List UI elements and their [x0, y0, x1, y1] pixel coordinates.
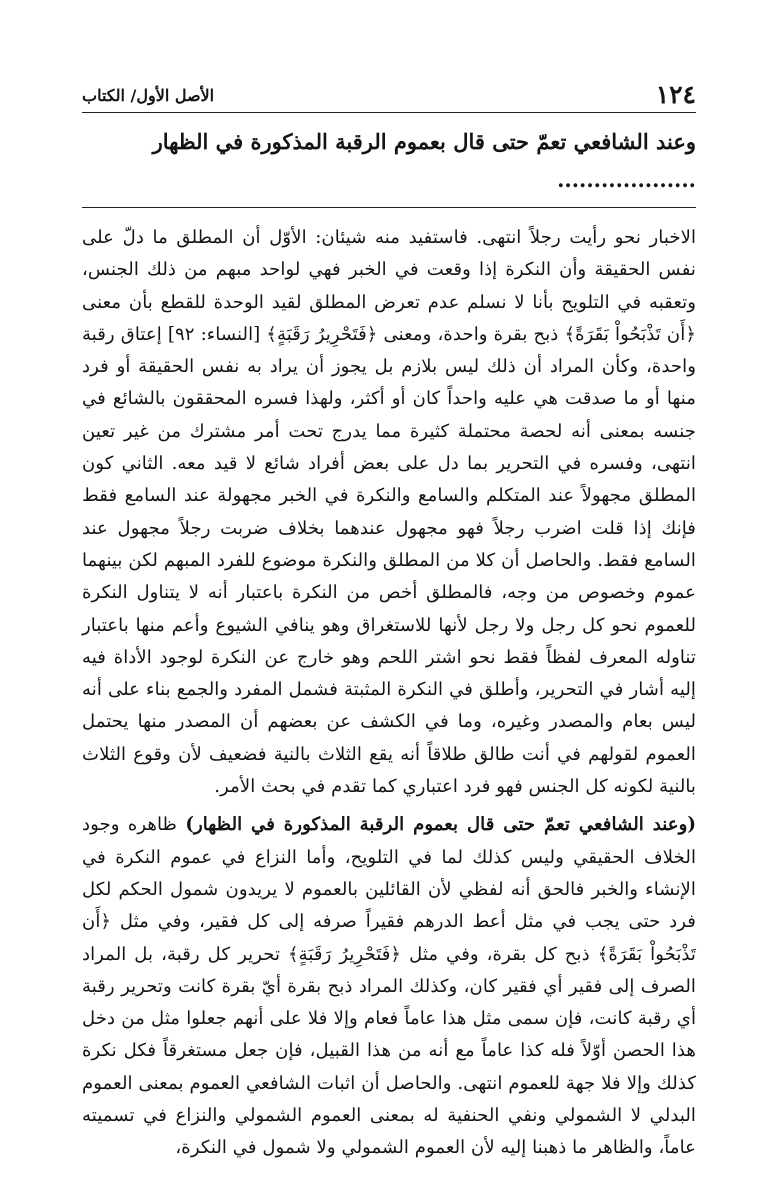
- commentary-text: ظاهره وجود الخلاف الحقيقي وليس كذلك لما في التلويح، وأما النزاع في عموم النكرة في الإنشاء والخبر فالحق أنه لفظي لأن القائلين بالعموم لا يريدون شمول الحكم لكل فرد حتى يجب في مثل أعط الدرهم فقيراً صرفه إلى كل فقير، وفي مثل ﴿أَن تَذْبَحُواْ بَقَرَةً﴾ ذبح كل بقرة، وفي مثل ﴿فَتَحْرِيرُ رَقَبَةٍ﴾ تحرير كل رقبة، بل المراد الصرف إلى فقير أي فقير كان، وكذلك المراد ذبح بقرة أيّ بقرة كانت وتحرير رقبة أي رقبة كانت، فإن سمى مثل هذا عاماً فعام وإلا فلا على أنهم جعلوا مثل من دخل هذا الحصن أوّلاً فله كذا عاماً مع أنه من هذا القبيل، فإن جعل مستغرقاً فكل نكرة كذلك وإلا فلا جهة للعموم انتهى. والحاصل أن اثبات الشافعي العموم بمعنى العموم البدلي لا الشمولي ونفي الحنفية له بمعنى العموم الشمولي والنزاع في تسميته عاماً، والظاهر ما ذهبنا إليه لأن العموم الشمولي ولا شمول في النكرة،: [82, 814, 696, 1159]
- running-title: الأصل الأول/ الكتاب: [82, 86, 215, 105]
- page-number: ١٢٤: [655, 80, 696, 109]
- quoted-passage: وعند الشافعي تعمّ حتى قال بعموم الرقبة المذكورة في الظهار ...................: [82, 123, 696, 208]
- paragraph: الاخبار نحو رأيت رجلاً انتهى. فاستفيد منه شيئان: الأوّل أن المطلق ما دلّ على نفس الحقيقة وأن النكرة إذا وقعت في الخبر فهي لواحد مبهم من ذلك الجنس، وتعقبه في التلويح بأنا لا نسلم عدم تعرض المطلق لقيد الوحدة للقطع بأن معنى ﴿أَن تَذْبَحُواْ بَقَرَةً﴾ ذبح بقرة واحدة، ومعنى ﴿فَتَحْرِيرُ رَقَبَةٍ﴾ [النساء: ٩٢] إعتاق رقبة واحدة، وكأن المراد أن ذلك ليس بلازم بل يجوز أن يراد به نفس الحقيقة أو فرد منها أو ما صدقت هي عليه واحداً كان أو أكثر، ولهذا فسره المحققون بالشائع في جنسه بمعنى أنه لحصة محتملة كثيرة مما يدرج تحت أمر مشترك من غير تعين انتهى، وفسره في التحرير بما دل على بعض أفراد شائع لا قيد معه. الثاني كون المطلق مجهولاً عند المتكلم والسامع والنكرة في الخبر مجهولة عند السامع فقط فإنك إذا قلت اضرب رجلاً فهو مجهول عندهما بخلاف ضربت رجلاً مجهول عند السامع فقط. والحاصل أن كلا من المطلق والنكرة موضوع للفرد المبهم لكن بينهما عموم وخصوص من وجه، فالمطلق أخص من النكرة باعتبار أنه لا يتناول النكرة للعموم نحو كل رجل ولا رجل لأنها للاستغراق وهو ينافي الشيوع وأعم منها باعتبار تناوله المعرف لفظاً فقط نحو اشتر اللحم وهو خارج عن النكرة لوجود الأداة فيه إليه أشار في التحرير، وأطلق في النكرة المثبتة فشمل المفرد والجمع بناء على أنه ليس بعام والمصدر وغيره، وما في الكشف عن بعضهم أن المصدر منها يحتمل العموم لقولهم في أنت طالق طلاقاً أنه يقع الثلاث بالنية فضعيف لأن وقوع الثلاث بالنية لكونه كل الجنس فهو فرد اعتباري كما تقدم في بحث الأمر.: [82, 227, 697, 798]
- commentary-paragraph: [82, 809, 696, 1164]
- main-text: [82, 222, 696, 803]
- page-header: [82, 80, 696, 113]
- commentary-section: [82, 809, 696, 1164]
- commentary-lemma: (وعند الشافعي تعمّ حتى قال بعموم الرقبة المذكورة في الظهار): [185, 814, 696, 836]
- book-page: [82, 80, 696, 1165]
